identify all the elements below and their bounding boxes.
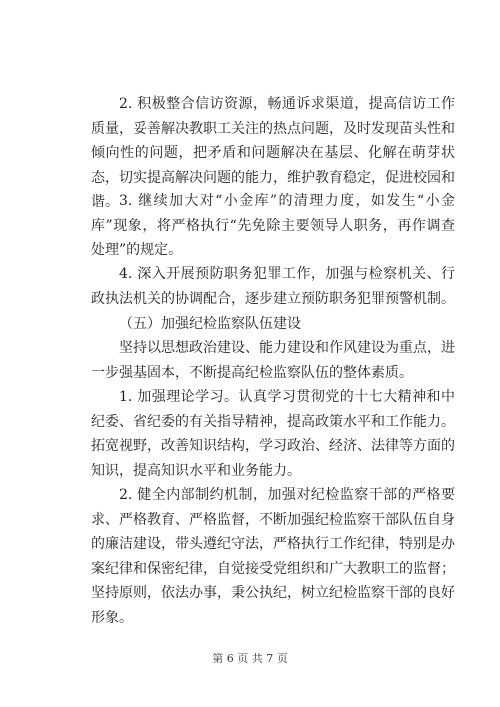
- paragraph-small-treasury: 3. 继续加大对“小金库”的清理力度，如发生“小金库”现象，将严格执行“先免除主要领导人职务，再作调查处理”的规定。: [91, 193, 455, 258]
- paragraph-petition-resources: 2. 积极整合信访资源，畅通诉求渠道，提高信访工作质量，妥善解决教职工关注的热点问题，及时发现苗头性和倾向性的问题，把矛盾和问题解决在基层、化解在萌芽状态，切实提高解决问题的能力，维护教育稳定，促进校园和谐。: [91, 96, 455, 210]
- page-number-footer: 第 6 页 共 7 页: [212, 652, 288, 665]
- paragraph-theory-study: 1. 加强理论学习。认真学习贯彻党的十七大精神和中纪委、省纪委的有关指导精神，提高政策水平和工作能力。拓宽视野，改善知识结构，学习政治、经济、法律等方面的知识，提高知识水平和业务能力。: [91, 389, 455, 479]
- paragraph-team-building: 坚持以思想政治建设、能力建设和作风建设为重点，进一步强基固本，不断提高纪检监察队伍的整体素质。: [91, 340, 455, 381]
- section-heading: （五）加强纪检监察队伍建设: [119, 316, 301, 332]
- paragraph-crime-prevention: 4. 深入开展预防职务犯罪工作，加强与检察机关、行政执法机关的协调配合，逐步建立预防职务犯罪预警机制。: [91, 266, 455, 307]
- paragraph-internal-control: 2. 健全内部制约机制，加强对纪检监察干部的严格要求、严格教育、严格监督，不断加强纪检监察干部队伍自身的廉洁建设，带头遵纪守法，严格执行工作纪律，特别是办案纪律和保密纪律，自觉接受党组织和广大教职工的监督；坚持原则，依法办事，秉公执纪，树立纪检监察干部的良好形象。: [91, 487, 455, 626]
